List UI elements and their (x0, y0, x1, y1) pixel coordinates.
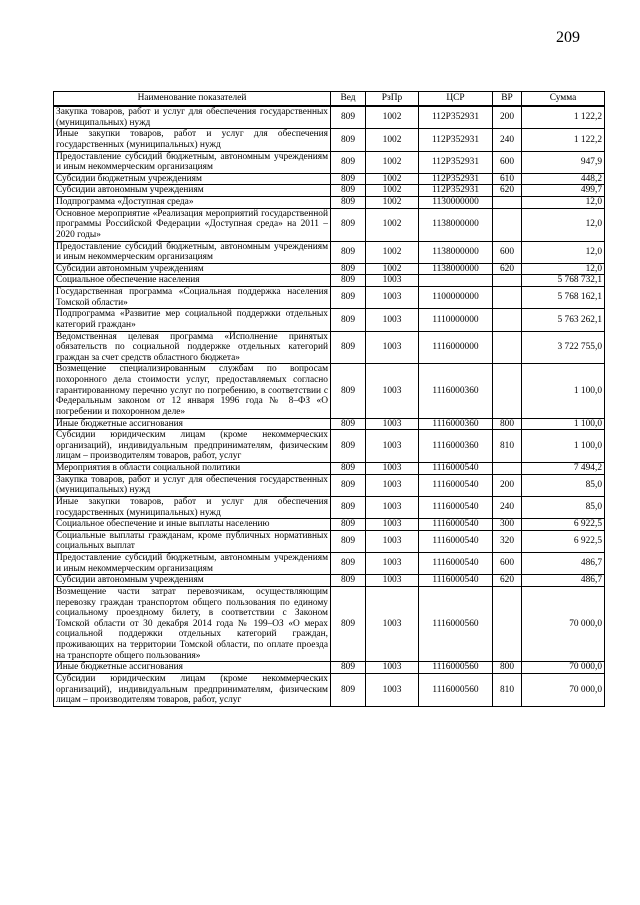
cell-name: Предоставление субсидий бюджетным, автономным учреждениям и иным некоммерческим организациям (54, 241, 331, 263)
cell-vr (493, 287, 522, 309)
cell-sum: 486,7 (522, 575, 605, 587)
cell-vr: 240 (493, 129, 522, 151)
cell-name: Закупка товаров, работ и услуг для обеспечения государственных (муниципальных) нужд (54, 474, 331, 496)
cell-ved: 809 (331, 586, 366, 661)
cell-ved: 809 (331, 553, 366, 575)
cell-csr: 1116000560 (419, 662, 493, 674)
table-row (54, 197, 605, 209)
cell-ved: 809 (331, 364, 366, 418)
cell-csr: 1130000000 (419, 197, 493, 209)
cell-csr: 112Р352931 (419, 129, 493, 151)
cell-ved: 809 (331, 496, 366, 518)
cell-ved: 809 (331, 241, 366, 263)
table-row (54, 185, 605, 197)
cell-name: Закупка товаров, работ и услуг для обеспечения государственных (муниципальных) нужд (54, 106, 331, 129)
header-sum: Сумма (522, 92, 605, 107)
cell-csr (419, 275, 493, 287)
cell-vr: 620 (493, 185, 522, 197)
budget-table (53, 91, 605, 707)
table-row (54, 463, 605, 475)
cell-csr: 1116000540 (419, 496, 493, 518)
cell-name: Иные закупки товаров, работ и услуг для обеспечения государственных (муниципальных) нужд (54, 129, 331, 151)
cell-rzpr: 1003 (366, 309, 419, 331)
cell-ved: 809 (331, 309, 366, 331)
cell-name: Возмещение специализированным службам по вопросам похоронного дела стоимости услуг, предоставляемых согласно гарантированному перечню услуг по погребению, в соответствии с Федеральным законом от 12 января 1996 года № 8–ФЗ «О погребении и похоронном деле» (54, 364, 331, 418)
cell-csr: 1116000360 (419, 418, 493, 430)
cell-ved: 809 (331, 275, 366, 287)
cell-sum: 12,0 (522, 263, 605, 275)
cell-sum: 1 100,0 (522, 430, 605, 463)
cell-rzpr: 1002 (366, 106, 419, 129)
cell-rzpr: 1003 (366, 430, 419, 463)
cell-vr: 620 (493, 263, 522, 275)
cell-vr: 610 (493, 173, 522, 185)
cell-sum: 70 000,0 (522, 586, 605, 661)
cell-name: Возмещение части затрат перевозчикам, осуществляющим перевозку граждан транспортом общего пользования по единому социальному проездному билету, в соответствии с Законом Томской области от 30 декабря 2014 года № 199–ОЗ «О мерах социальной поддержки отдельных категорий граждан, проживающих на территории Томской области, по оплате проезда на транспорте общего пользования» (54, 586, 331, 661)
cell-vr (493, 197, 522, 209)
cell-rzpr: 1003 (366, 474, 419, 496)
cell-csr: 1116000540 (419, 519, 493, 531)
cell-sum: 1 100,0 (522, 364, 605, 418)
cell-sum: 85,0 (522, 474, 605, 496)
cell-csr: 1100000000 (419, 287, 493, 309)
cell-ved: 809 (331, 106, 366, 129)
cell-sum: 70 000,0 (522, 673, 605, 706)
cell-csr: 1110000000 (419, 309, 493, 331)
cell-name: Социальные выплаты гражданам, кроме публичных нормативных социальных выплат (54, 530, 331, 552)
cell-vr: 600 (493, 553, 522, 575)
cell-vr (493, 586, 522, 661)
cell-sum: 1 100,0 (522, 418, 605, 430)
cell-rzpr: 1002 (366, 129, 419, 151)
cell-csr: 1138000000 (419, 208, 493, 241)
cell-ved: 809 (331, 430, 366, 463)
cell-ved: 809 (331, 662, 366, 674)
cell-csr: 1116000540 (419, 463, 493, 475)
cell-name: Субсидии автономным учреждениям (54, 575, 331, 587)
cell-vr: 600 (493, 151, 522, 173)
cell-vr (493, 275, 522, 287)
cell-ved: 809 (331, 575, 366, 587)
cell-vr: 240 (493, 496, 522, 518)
cell-name: Субсидии юридическим лицам (кроме некоммерческих организаций), индивидуальным предпринимателям, физическим лицам – производителям товаров, работ, услуг (54, 430, 331, 463)
cell-vr (493, 364, 522, 418)
cell-vr: 300 (493, 519, 522, 531)
cell-vr (493, 463, 522, 475)
cell-name: Подпрограмма «Доступная среда» (54, 197, 331, 209)
cell-vr: 200 (493, 106, 522, 129)
table-row (54, 553, 605, 575)
cell-csr: 1116000560 (419, 673, 493, 706)
cell-csr: 1138000000 (419, 241, 493, 263)
cell-csr: 112Р352931 (419, 106, 493, 129)
header-vr: ВР (493, 92, 522, 107)
table-row (54, 241, 605, 263)
cell-vr: 810 (493, 673, 522, 706)
table-row (54, 309, 605, 331)
cell-ved: 809 (331, 463, 366, 475)
cell-sum: 12,0 (522, 208, 605, 241)
cell-rzpr: 1002 (366, 241, 419, 263)
cell-sum: 5 768 732,1 (522, 275, 605, 287)
cell-sum: 1 122,2 (522, 129, 605, 151)
cell-name: Субсидии юридическим лицам (кроме некоммерческих организаций), индивидуальным предпринимателям, физическим лицам – производителям товаров, работ, услуг (54, 673, 331, 706)
table-row (54, 275, 605, 287)
table-row (54, 586, 605, 661)
table-row (54, 474, 605, 496)
cell-name: Иные бюджетные ассигнования (54, 662, 331, 674)
table-row (54, 496, 605, 518)
cell-rzpr: 1003 (366, 364, 419, 418)
cell-rzpr: 1002 (366, 151, 419, 173)
cell-name: Субсидии автономным учреждениям (54, 185, 331, 197)
cell-sum: 6 922,5 (522, 530, 605, 552)
cell-vr: 320 (493, 530, 522, 552)
table-row (54, 673, 605, 706)
table-row (54, 151, 605, 173)
header-rzpr: РзПр (366, 92, 419, 107)
header-csr: ЦСР (419, 92, 493, 107)
cell-vr (493, 331, 522, 364)
cell-ved: 809 (331, 197, 366, 209)
cell-sum: 1 122,2 (522, 106, 605, 129)
cell-ved: 809 (331, 151, 366, 173)
cell-sum: 6 922,5 (522, 519, 605, 531)
cell-vr (493, 309, 522, 331)
cell-rzpr: 1003 (366, 673, 419, 706)
cell-sum: 947,9 (522, 151, 605, 173)
table-row (54, 662, 605, 674)
table-row (54, 430, 605, 463)
cell-sum: 70 000,0 (522, 662, 605, 674)
cell-name: Основное мероприятие «Реализация мероприятий государственной программы Российской Федерации «Доступная среда» на 2011 – 2020 годы» (54, 208, 331, 241)
cell-sum: 3 722 755,0 (522, 331, 605, 364)
table-row (54, 129, 605, 151)
table-row (54, 418, 605, 430)
cell-ved: 809 (331, 287, 366, 309)
cell-sum: 499,7 (522, 185, 605, 197)
cell-csr: 1116000540 (419, 474, 493, 496)
cell-ved: 809 (331, 519, 366, 531)
cell-rzpr: 1002 (366, 173, 419, 185)
cell-csr: 1116000540 (419, 530, 493, 552)
header-name: Наименование показателей (54, 92, 331, 107)
cell-csr: 112Р352931 (419, 185, 493, 197)
table-body (54, 106, 605, 706)
cell-rzpr: 1002 (366, 197, 419, 209)
table-header-row (54, 92, 605, 107)
cell-ved: 809 (331, 331, 366, 364)
cell-vr: 800 (493, 418, 522, 430)
cell-vr (493, 208, 522, 241)
cell-rzpr: 1003 (366, 275, 419, 287)
table-row (54, 208, 605, 241)
cell-ved: 809 (331, 418, 366, 430)
table-row (54, 287, 605, 309)
cell-vr: 620 (493, 575, 522, 587)
cell-ved: 809 (331, 173, 366, 185)
cell-rzpr: 1003 (366, 463, 419, 475)
cell-ved: 809 (331, 530, 366, 552)
cell-sum: 486,7 (522, 553, 605, 575)
cell-ved: 809 (331, 129, 366, 151)
table-row (54, 263, 605, 275)
cell-rzpr: 1002 (366, 263, 419, 275)
table-row (54, 173, 605, 185)
cell-name: Иные закупки товаров, работ и услуг для обеспечения государственных (муниципальных) нужд (54, 496, 331, 518)
cell-ved: 809 (331, 263, 366, 275)
cell-name: Социальное обеспечение населения (54, 275, 331, 287)
cell-rzpr: 1003 (366, 553, 419, 575)
cell-sum: 12,0 (522, 241, 605, 263)
cell-vr: 600 (493, 241, 522, 263)
cell-csr: 1116000360 (419, 364, 493, 418)
cell-rzpr: 1003 (366, 575, 419, 587)
table-row (54, 575, 605, 587)
cell-name: Предоставление субсидий бюджетным, автономным учреждениям и иным некоммерческим организациям (54, 151, 331, 173)
cell-vr: 800 (493, 662, 522, 674)
cell-csr: 1138000000 (419, 263, 493, 275)
cell-name: Социальное обеспечение и иные выплаты населению (54, 519, 331, 531)
cell-rzpr: 1003 (366, 586, 419, 661)
cell-sum: 5 763 262,1 (522, 309, 605, 331)
cell-name: Иные бюджетные ассигнования (54, 418, 331, 430)
cell-sum: 5 768 162,1 (522, 287, 605, 309)
cell-rzpr: 1003 (366, 331, 419, 364)
cell-ved: 809 (331, 208, 366, 241)
cell-csr: 1116000360 (419, 430, 493, 463)
cell-name: Мероприятия в области социальной политики (54, 463, 331, 475)
cell-sum: 12,0 (522, 197, 605, 209)
cell-name: Субсидии автономным учреждениям (54, 263, 331, 275)
cell-rzpr: 1003 (366, 287, 419, 309)
cell-vr: 200 (493, 474, 522, 496)
cell-csr: 1116000540 (419, 575, 493, 587)
table-row (54, 519, 605, 531)
table-row (54, 331, 605, 364)
cell-rzpr: 1002 (366, 185, 419, 197)
cell-vr: 810 (493, 430, 522, 463)
cell-rzpr: 1003 (366, 496, 419, 518)
cell-name: Предоставление субсидий бюджетным, автономным учреждениям и иным некоммерческим организациям (54, 553, 331, 575)
cell-sum: 7 494,2 (522, 463, 605, 475)
cell-rzpr: 1002 (366, 208, 419, 241)
table-row (54, 364, 605, 418)
table-row (54, 530, 605, 552)
cell-name: Подпрограмма «Развитие мер социальной поддержки отдельных категорий граждан» (54, 309, 331, 331)
page-number: 209 (556, 29, 580, 46)
cell-ved: 809 (331, 673, 366, 706)
cell-rzpr: 1003 (366, 530, 419, 552)
cell-name: Субсидии бюджетным учреждениям (54, 173, 331, 185)
header-ved: Вед (331, 92, 366, 107)
cell-csr: 1116000540 (419, 553, 493, 575)
cell-csr: 112Р352931 (419, 151, 493, 173)
cell-csr: 1116000560 (419, 586, 493, 661)
cell-sum: 448,2 (522, 173, 605, 185)
cell-name: Ведомственная целевая программа «Исполнение принятых обязательств по социальной поддержке отдельных категорий граждан за счет средств областного бюджета» (54, 331, 331, 364)
cell-rzpr: 1003 (366, 662, 419, 674)
cell-csr: 112Р352931 (419, 173, 493, 185)
cell-ved: 809 (331, 185, 366, 197)
cell-sum: 85,0 (522, 496, 605, 518)
cell-csr: 1116000000 (419, 331, 493, 364)
cell-rzpr: 1003 (366, 418, 419, 430)
cell-rzpr: 1003 (366, 519, 419, 531)
cell-ved: 809 (331, 474, 366, 496)
table-row (54, 106, 605, 129)
cell-name: Государственная программа «Социальная поддержка населения Томской области» (54, 287, 331, 309)
